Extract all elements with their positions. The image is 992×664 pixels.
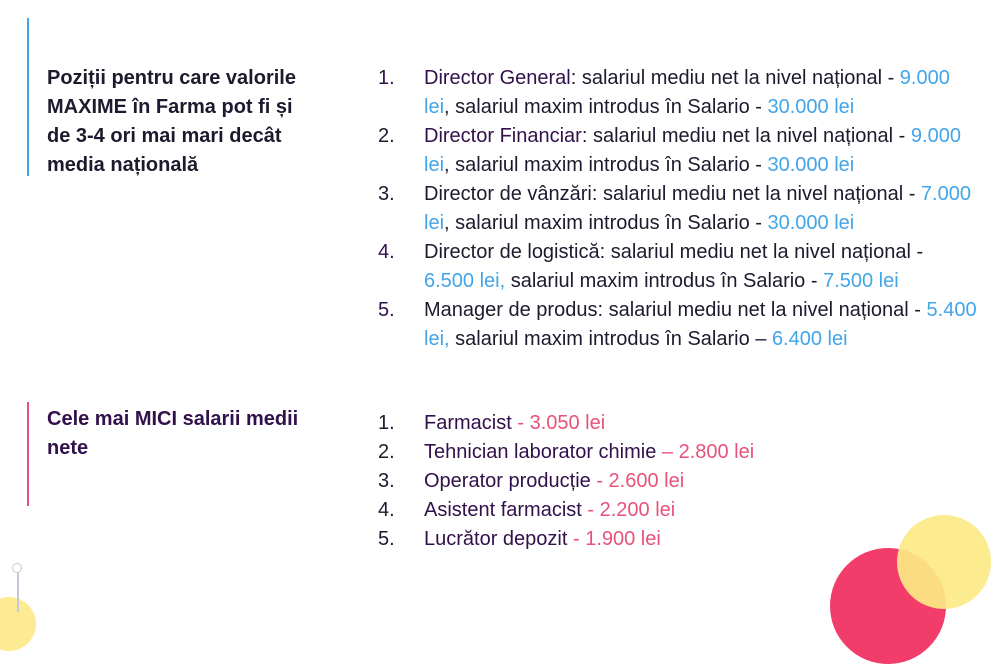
- list-item: [378, 296, 978, 354]
- list-item: [378, 64, 978, 122]
- list-item: [378, 409, 978, 438]
- list-item: [378, 122, 978, 180]
- role-name: Director de logistică: [424, 241, 600, 263]
- average-salary-text: : salariul mediu net la nivel național -: [591, 183, 921, 205]
- list-item: [378, 438, 978, 467]
- item-number: 3.: [378, 183, 395, 205]
- max-salary-list: [378, 64, 978, 354]
- max-section-title: Poziții pentru care valorile MAXIME în Farma pot fi și de 3-4 ori mai mari decât media națională: [47, 67, 296, 176]
- salary-value: - 2.600 lei: [590, 470, 685, 492]
- average-salary-value: 7.000 lei: [424, 183, 971, 234]
- role-name: Director General: [424, 67, 571, 89]
- max-salary-text: salariul maxim introdus în Salario -: [505, 270, 824, 292]
- max-salary-text: , salariul maxim introdus în Salario -: [444, 154, 768, 176]
- item-number: 1.: [378, 412, 395, 434]
- max-salary-value: 30.000 lei: [767, 96, 855, 118]
- max-salary-value: 30.000 lei: [767, 212, 855, 234]
- max-salary-text: , salariul maxim introdus în Salario -: [444, 212, 768, 234]
- role-name: Operator producție: [424, 470, 591, 492]
- role-name: Lucrător depozit: [424, 528, 568, 550]
- role-name: Farmacist: [424, 412, 512, 434]
- salary-value: - 1.900 lei: [567, 528, 661, 550]
- min-section-title: Cele mai MICI salarii medii nete: [47, 408, 299, 459]
- max-salary-value: 7.500 lei: [823, 270, 899, 292]
- list-item: [378, 467, 978, 496]
- item-number: 4.: [378, 241, 395, 263]
- average-salary-value: 6.500 lei,: [424, 270, 506, 292]
- max-salary-text: salariul maxim introdus în Salario –: [449, 328, 772, 350]
- max-salary-value: 30.000 lei: [767, 154, 855, 176]
- max-salary-text: , salariul maxim introdus în Salario -: [444, 96, 768, 118]
- salary-value: – 2.800 lei: [656, 441, 755, 463]
- average-salary-value: 9.000 lei: [424, 125, 961, 176]
- item-number: 1.: [378, 67, 395, 89]
- item-number: 2.: [378, 125, 395, 147]
- average-salary-value: 9.000 lei: [424, 67, 950, 118]
- item-number: 4.: [378, 499, 395, 521]
- salary-value: - 2.200 lei: [581, 499, 676, 521]
- max-section-accent-bar: [27, 18, 29, 176]
- item-number: 2.: [378, 441, 395, 463]
- average-salary-text: : salariul mediu net la nivel național -: [581, 125, 911, 147]
- min-section-accent-bar: [27, 402, 29, 506]
- decorative-grey-line: [17, 567, 19, 612]
- average-salary-text: : salariul mediu net la nivel național -: [597, 299, 927, 321]
- list-item: [378, 180, 978, 238]
- role-name: Director Financiar: [424, 125, 582, 147]
- max-salary-value: 6.400 lei: [771, 328, 848, 350]
- role-name: Director de vânzări: [424, 183, 592, 205]
- min-salary-list: [378, 409, 978, 554]
- item-number: 5.: [378, 528, 395, 550]
- role-name: Manager de produs: [424, 299, 598, 321]
- role-name: Asistent farmacist: [424, 499, 582, 521]
- item-number: 3.: [378, 470, 395, 492]
- average-salary-text: : salariul mediu net la nivel național -: [599, 241, 924, 263]
- role-name: Tehnician laborator chimie: [424, 441, 657, 463]
- item-number: 5.: [378, 299, 395, 321]
- list-item: [378, 496, 978, 525]
- decorative-yellow-circle: [897, 515, 991, 609]
- decorative-grey-dot: [12, 563, 22, 573]
- salary-value: - 3.050 lei: [511, 412, 606, 434]
- average-salary-text: : salariul mediu net la nivel național -: [570, 67, 900, 89]
- list-item: [378, 238, 978, 296]
- average-salary-value: 5.400 lei,: [424, 299, 977, 350]
